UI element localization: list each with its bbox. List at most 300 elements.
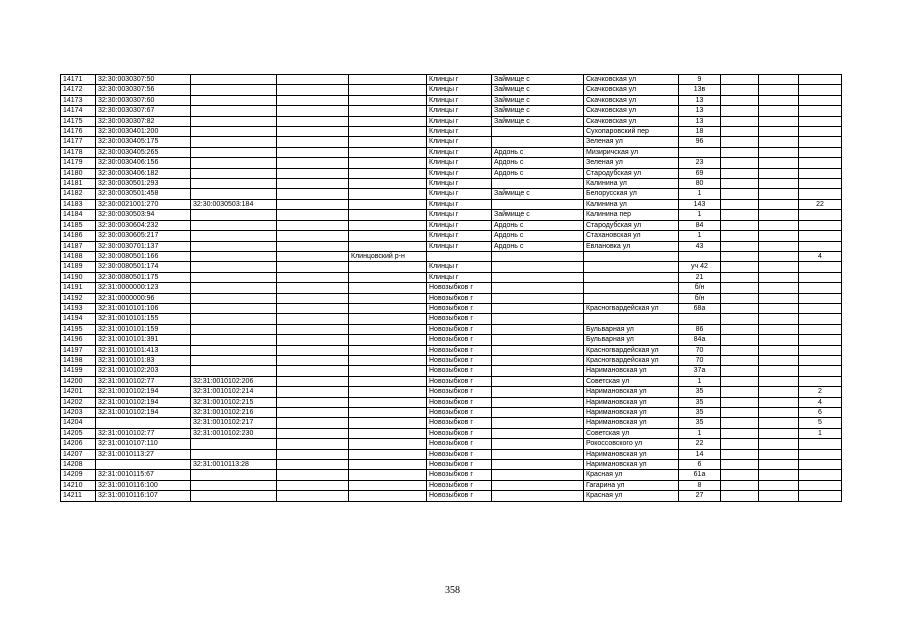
street-cell [584, 272, 679, 282]
table-row [61, 127, 842, 137]
column-10-cell [721, 241, 759, 251]
district-cell [349, 314, 427, 324]
cadastral-number-cell: 32:31:0010102:194 [96, 397, 191, 407]
table-row [61, 470, 842, 480]
city-cell: Новозыбков г [427, 428, 492, 438]
row-number-cell: 14190 [61, 272, 96, 282]
column-4-cell [277, 449, 349, 459]
row-number-cell: 14175 [61, 116, 96, 126]
column-10-cell [721, 95, 759, 105]
column-4-cell [277, 314, 349, 324]
column-4-cell [277, 127, 349, 137]
column-11-cell [759, 387, 799, 397]
column-10-cell [721, 387, 759, 397]
column-11-cell [759, 460, 799, 470]
house-number-cell [679, 314, 721, 324]
settlement-cell [492, 387, 584, 397]
settlement-cell [492, 428, 584, 438]
settlement-cell [492, 460, 584, 470]
column-4-cell [277, 210, 349, 220]
settlement-cell [492, 397, 584, 407]
column-11-cell [759, 189, 799, 199]
cadastral-number-cell: 32:31:0010101:391 [96, 335, 191, 345]
street-cell: Красногвардейская ул [584, 303, 679, 313]
district-cell [349, 283, 427, 293]
house-number-cell: 1 [679, 189, 721, 199]
column-11-cell [759, 303, 799, 313]
related-cadastral-number-cell [191, 480, 277, 490]
column-11-cell [759, 95, 799, 105]
city-cell: Клинцы г [427, 262, 492, 272]
column-11-cell [759, 408, 799, 418]
related-cadastral-number-cell [191, 158, 277, 168]
table-row [61, 460, 842, 470]
city-cell: Клинцы г [427, 231, 492, 241]
district-cell [349, 397, 427, 407]
apartment-number-cell: 1 [799, 428, 842, 438]
column-11-cell [759, 85, 799, 95]
apartment-number-cell [799, 241, 842, 251]
cadastral-number-cell: 32:30:0030501:458 [96, 189, 191, 199]
district-cell [349, 293, 427, 303]
street-cell: Наримановская ул [584, 460, 679, 470]
related-cadastral-number-cell [191, 251, 277, 261]
column-4-cell [277, 376, 349, 386]
city-cell: Новозыбков г [427, 439, 492, 449]
house-number-cell: 13 [679, 106, 721, 116]
district-cell [349, 272, 427, 282]
district-cell [349, 491, 427, 501]
related-cadastral-number-cell [191, 241, 277, 251]
apartment-number-cell [799, 75, 842, 85]
street-cell: Красногвардейская ул [584, 355, 679, 365]
street-cell: Наримановская ул [584, 366, 679, 376]
street-cell: Стахановская ул [584, 231, 679, 241]
house-number-cell: 6 [679, 460, 721, 470]
column-10-cell [721, 376, 759, 386]
cadastral-number-cell: 32:31:0010102:77 [96, 428, 191, 438]
registry-table-body [61, 75, 842, 502]
column-4-cell [277, 428, 349, 438]
row-number-cell: 14197 [61, 345, 96, 355]
column-4-cell [277, 147, 349, 157]
column-10-cell [721, 491, 759, 501]
street-cell: Скачковская ул [584, 85, 679, 95]
settlement-cell [492, 449, 584, 459]
cadastral-number-cell: 32:31:0010115:67 [96, 470, 191, 480]
related-cadastral-number-cell [191, 345, 277, 355]
street-cell [584, 262, 679, 272]
street-cell: Рокоссовского ул [584, 439, 679, 449]
column-11-cell [759, 106, 799, 116]
street-cell: Наримановская ул [584, 387, 679, 397]
district-cell [349, 106, 427, 116]
column-11-cell [759, 283, 799, 293]
column-10-cell [721, 85, 759, 95]
related-cadastral-number-cell [191, 355, 277, 365]
column-10-cell [721, 179, 759, 189]
apartment-number-cell [799, 324, 842, 334]
table-row [61, 158, 842, 168]
house-number-cell: 37а [679, 366, 721, 376]
row-number-cell: 14177 [61, 137, 96, 147]
column-10-cell [721, 366, 759, 376]
row-number-cell: 14188 [61, 251, 96, 261]
settlement-cell [492, 480, 584, 490]
cadastral-number-cell: 32:30:0030406:182 [96, 168, 191, 178]
settlement-cell: Займище с [492, 106, 584, 116]
house-number-cell: 27 [679, 491, 721, 501]
column-11-cell [759, 335, 799, 345]
apartment-number-cell [799, 147, 842, 157]
column-10-cell [721, 220, 759, 230]
cadastral-number-cell: 32:31:0000000:123 [96, 283, 191, 293]
house-number-cell: 1 [679, 210, 721, 220]
street-cell [584, 283, 679, 293]
settlement-cell [492, 470, 584, 480]
column-4-cell [277, 168, 349, 178]
column-10-cell [721, 460, 759, 470]
city-cell: Новозыбков г [427, 283, 492, 293]
row-number-cell: 14180 [61, 168, 96, 178]
city-cell: Клинцы г [427, 189, 492, 199]
cadastral-number-cell: 32:30:0021001:270 [96, 199, 191, 209]
apartment-number-cell [799, 355, 842, 365]
city-cell: Клинцы г [427, 241, 492, 251]
table-row [61, 366, 842, 376]
apartment-number-cell [799, 262, 842, 272]
column-10-cell [721, 418, 759, 428]
table-row [61, 387, 842, 397]
column-10-cell [721, 116, 759, 126]
city-cell: Клинцы г [427, 199, 492, 209]
apartment-number-cell [799, 95, 842, 105]
district-cell [349, 75, 427, 85]
row-number-cell: 14173 [61, 95, 96, 105]
table-row [61, 189, 842, 199]
house-number-cell: 35 [679, 418, 721, 428]
column-10-cell [721, 262, 759, 272]
column-11-cell [759, 293, 799, 303]
table-row [61, 251, 842, 261]
related-cadastral-number-cell [191, 179, 277, 189]
house-number-cell: 13в [679, 85, 721, 95]
cadastral-number-cell: 32:31:0010101:83 [96, 355, 191, 365]
related-cadastral-number-cell [191, 127, 277, 137]
column-11-cell [759, 355, 799, 365]
related-cadastral-number-cell [191, 293, 277, 303]
house-number-cell: 18 [679, 127, 721, 137]
apartment-number-cell [799, 345, 842, 355]
column-11-cell [759, 127, 799, 137]
table-row [61, 241, 842, 251]
street-cell: Скачковская ул [584, 106, 679, 116]
column-11-cell [759, 428, 799, 438]
column-4-cell [277, 106, 349, 116]
column-11-cell [759, 137, 799, 147]
apartment-number-cell [799, 491, 842, 501]
column-4-cell [277, 470, 349, 480]
street-cell: Сухопаровский пер [584, 127, 679, 137]
settlement-cell: Ардонь с [492, 147, 584, 157]
district-cell [349, 220, 427, 230]
district-cell [349, 335, 427, 345]
district-cell: Клинцовский р-н [349, 251, 427, 261]
row-number-cell: 14185 [61, 220, 96, 230]
city-cell: Клинцы г [427, 95, 492, 105]
related-cadastral-number-cell [191, 85, 277, 95]
row-number-cell: 14171 [61, 75, 96, 85]
row-number-cell: 14189 [61, 262, 96, 272]
settlement-cell [492, 127, 584, 137]
apartment-number-cell [799, 272, 842, 282]
table-row [61, 137, 842, 147]
district-cell [349, 355, 427, 365]
table-row [61, 439, 842, 449]
apartment-number-cell [799, 439, 842, 449]
column-10-cell [721, 231, 759, 241]
street-cell: Красногвардейская ул [584, 345, 679, 355]
cadastral-number-cell: 32:30:0030307:56 [96, 85, 191, 95]
related-cadastral-number-cell: 32:31:0010113:28 [191, 460, 277, 470]
cadastral-number-cell: 32:30:0030503:94 [96, 210, 191, 220]
district-cell [349, 408, 427, 418]
column-11-cell [759, 241, 799, 251]
house-number-cell: 68а [679, 303, 721, 313]
row-number-cell: 14196 [61, 335, 96, 345]
related-cadastral-number-cell [191, 262, 277, 272]
column-4-cell [277, 158, 349, 168]
house-number-cell: б/н [679, 293, 721, 303]
settlement-cell [492, 324, 584, 334]
cadastral-number-cell: 32:30:0030307:82 [96, 116, 191, 126]
table-row [61, 231, 842, 241]
settlement-cell [492, 251, 584, 261]
column-11-cell [759, 147, 799, 157]
column-10-cell [721, 147, 759, 157]
row-number-cell: 14203 [61, 408, 96, 418]
related-cadastral-number-cell [191, 189, 277, 199]
row-number-cell: 14184 [61, 210, 96, 220]
district-cell [349, 262, 427, 272]
column-10-cell [721, 408, 759, 418]
column-10-cell [721, 158, 759, 168]
apartment-number-cell: 22 [799, 199, 842, 209]
column-4-cell [277, 418, 349, 428]
row-number-cell: 14211 [61, 491, 96, 501]
table-row [61, 293, 842, 303]
district-cell [349, 470, 427, 480]
city-cell: Новозыбков г [427, 293, 492, 303]
house-number-cell: 35 [679, 387, 721, 397]
related-cadastral-number-cell [191, 168, 277, 178]
column-4-cell [277, 355, 349, 365]
column-11-cell [759, 366, 799, 376]
table-row [61, 397, 842, 407]
cadastral-number-cell: 32:30:0030405:265 [96, 147, 191, 157]
related-cadastral-number-cell [191, 231, 277, 241]
related-cadastral-number-cell [191, 470, 277, 480]
city-cell: Новозыбков г [427, 314, 492, 324]
row-number-cell: 14181 [61, 179, 96, 189]
city-cell: Новозыбков г [427, 355, 492, 365]
house-number-cell: 84 [679, 220, 721, 230]
city-cell: Новозыбков г [427, 324, 492, 334]
related-cadastral-number-cell: 32:30:0030503:184 [191, 199, 277, 209]
column-10-cell [721, 210, 759, 220]
table-row [61, 262, 842, 272]
cadastral-number-cell: 32:30:0030501:293 [96, 179, 191, 189]
street-cell: Скачковская ул [584, 95, 679, 105]
settlement-cell [492, 355, 584, 365]
column-4-cell [277, 366, 349, 376]
settlement-cell [492, 376, 584, 386]
column-11-cell [759, 439, 799, 449]
related-cadastral-number-cell [191, 272, 277, 282]
cadastral-number-cell: 32:30:0030401:200 [96, 127, 191, 137]
column-4-cell [277, 480, 349, 490]
street-cell: Стародубская ул [584, 168, 679, 178]
column-10-cell [721, 283, 759, 293]
city-cell: Клинцы г [427, 147, 492, 157]
district-cell [349, 480, 427, 490]
related-cadastral-number-cell [191, 439, 277, 449]
table-row [61, 345, 842, 355]
cadastral-number-cell: 32:31:0010101:413 [96, 345, 191, 355]
cadastral-number-cell: 32:30:0030405:175 [96, 137, 191, 147]
column-10-cell [721, 439, 759, 449]
row-number-cell: 14205 [61, 428, 96, 438]
related-cadastral-number-cell: 32:31:0010102:206 [191, 376, 277, 386]
row-number-cell: 14182 [61, 189, 96, 199]
row-number-cell: 14176 [61, 127, 96, 137]
column-4-cell [277, 116, 349, 126]
district-cell [349, 460, 427, 470]
district-cell [349, 418, 427, 428]
table-row [61, 75, 842, 85]
column-10-cell [721, 251, 759, 261]
column-11-cell [759, 345, 799, 355]
column-11-cell [759, 220, 799, 230]
settlement-cell: Ардонь с [492, 220, 584, 230]
street-cell: Скачковская ул [584, 116, 679, 126]
district-cell [349, 168, 427, 178]
settlement-cell [492, 179, 584, 189]
settlement-cell [492, 137, 584, 147]
column-10-cell [721, 314, 759, 324]
street-cell [584, 314, 679, 324]
cadastral-number-cell: 32:30:0030701:137 [96, 241, 191, 251]
apartment-number-cell [799, 158, 842, 168]
city-cell: Новозыбков г [427, 408, 492, 418]
settlement-cell: Ардонь с [492, 158, 584, 168]
house-number-cell: 22 [679, 439, 721, 449]
cadastral-number-cell: 32:31:0010102:77 [96, 376, 191, 386]
registry-table [60, 74, 842, 502]
house-number-cell: 8 [679, 480, 721, 490]
apartment-number-cell [799, 303, 842, 313]
apartment-number-cell: 4 [799, 397, 842, 407]
street-cell: Наримановская ул [584, 397, 679, 407]
city-cell: Новозыбков г [427, 449, 492, 459]
row-number-cell: 14179 [61, 158, 96, 168]
table-row [61, 106, 842, 116]
house-number-cell: 43 [679, 241, 721, 251]
column-10-cell [721, 345, 759, 355]
cadastral-number-cell: 32:31:0010102:194 [96, 387, 191, 397]
district-cell [349, 303, 427, 313]
table-row [61, 220, 842, 230]
row-number-cell: 14193 [61, 303, 96, 313]
column-11-cell [759, 251, 799, 261]
apartment-number-cell [799, 189, 842, 199]
apartment-number-cell [799, 210, 842, 220]
cadastral-number-cell: 32:31:0010101:106 [96, 303, 191, 313]
district-cell [349, 366, 427, 376]
cadastral-number-cell: 32:31:0010102:194 [96, 408, 191, 418]
apartment-number-cell [799, 314, 842, 324]
table-row [61, 418, 842, 428]
district-cell [349, 199, 427, 209]
column-10-cell [721, 480, 759, 490]
cadastral-number-cell: 32:30:0080501:166 [96, 251, 191, 261]
house-number-cell: 13 [679, 116, 721, 126]
house-number-cell: 9 [679, 75, 721, 85]
row-number-cell: 14206 [61, 439, 96, 449]
row-number-cell: 14210 [61, 480, 96, 490]
district-cell [349, 449, 427, 459]
related-cadastral-number-cell [191, 491, 277, 501]
apartment-number-cell [799, 283, 842, 293]
district-cell [349, 137, 427, 147]
settlement-cell: Ардонь с [492, 168, 584, 178]
settlement-cell: Займище с [492, 95, 584, 105]
street-cell: Наримановская ул [584, 408, 679, 418]
table-row [61, 449, 842, 459]
column-11-cell [759, 116, 799, 126]
column-11-cell [759, 470, 799, 480]
column-4-cell [277, 199, 349, 209]
settlement-cell: Займище с [492, 85, 584, 95]
column-11-cell [759, 376, 799, 386]
cadastral-number-cell: 32:31:0010116:107 [96, 491, 191, 501]
column-10-cell [721, 303, 759, 313]
house-number-cell: 70 [679, 355, 721, 365]
cadastral-number-cell: 32:30:0030604:232 [96, 220, 191, 230]
column-4-cell [277, 283, 349, 293]
city-cell: Новозыбков г [427, 397, 492, 407]
settlement-cell [492, 262, 584, 272]
district-cell [349, 179, 427, 189]
column-4-cell [277, 241, 349, 251]
row-number-cell: 14172 [61, 85, 96, 95]
column-11-cell [759, 168, 799, 178]
apartment-number-cell [799, 480, 842, 490]
cadastral-number-cell: 32:30:0030307:50 [96, 75, 191, 85]
table-row [61, 210, 842, 220]
row-number-cell: 14200 [61, 376, 96, 386]
city-cell: Клинцы г [427, 106, 492, 116]
row-number-cell: 14198 [61, 355, 96, 365]
column-10-cell [721, 127, 759, 137]
column-10-cell [721, 428, 759, 438]
column-4-cell [277, 231, 349, 241]
apartment-number-cell: 6 [799, 408, 842, 418]
row-number-cell: 14201 [61, 387, 96, 397]
related-cadastral-number-cell: 32:31:0010102:216 [191, 408, 277, 418]
house-number-cell: 143 [679, 199, 721, 209]
house-number-cell: 13 [679, 95, 721, 105]
